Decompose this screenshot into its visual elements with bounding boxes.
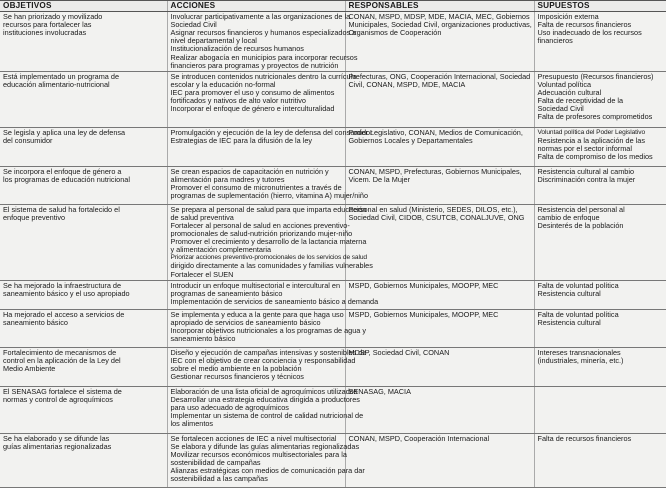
- header-responsables: RESPONSABLES: [345, 1, 534, 12]
- objetivo-line: Se ha elaborado y se difunde las: [3, 433, 110, 443]
- acciones-line: Promulgación y ejecución de la ley de defensa del consumidor: [170, 127, 373, 137]
- supuestos-line: Resistencia del personal al: [537, 204, 625, 214]
- supuestos-line: Voluntad política del Poder Legislativo: [537, 128, 646, 136]
- responsables-cell: [345, 386, 534, 433]
- responsables-line: Poder Legislativo, CONAN, Medios de Comunicación,: [348, 127, 523, 137]
- acciones-line: escolar y la educación no-formal: [170, 79, 276, 89]
- acciones-line: para uso adecuado de agroquímicos: [170, 402, 289, 412]
- objetivo-cell: [0, 280, 167, 309]
- acciones-line: programas de suplementación (hierro, vitamina A) mujer/niño: [170, 191, 369, 201]
- objetivo-line: Se ha mejorado la infraestructura de: [3, 280, 122, 290]
- objetivo-line: Está implementado un programa de: [3, 71, 120, 81]
- acciones-line: promocionales de salud-nutrición priorizando mujer-niño: [170, 229, 353, 239]
- acciones-line: sobre el medio ambiente en la población: [170, 363, 302, 373]
- responsables-cell: [345, 166, 534, 204]
- objetivo-line: Fortalecimiento de mecanismos de: [3, 347, 117, 357]
- responsables-cell: [345, 71, 534, 127]
- supuestos-line: Imposición externa: [537, 12, 599, 22]
- objetivo-line: Se legisla y aplica una ley de defensa: [3, 127, 126, 137]
- responsables-line: Civil, CONAN, MSPD, MDE, MACIA: [348, 79, 466, 89]
- acciones-line: Se implementa y educa a la gente para que haga uso: [170, 309, 344, 319]
- objetivo-line: del consumidor: [3, 135, 53, 145]
- acciones-line: Se fortalecen acciones de IEC a nivel multisectorial: [170, 433, 337, 443]
- responsables-line: Personal en salud (Ministerio, SEDES, DILOS, etc.),: [348, 204, 518, 214]
- responsables-line: Vicem. De la Mujer: [348, 174, 411, 184]
- acciones-line: Se prepara al personal de salud para que imparta educación: [170, 204, 367, 214]
- supuestos-line: Resistencia cultural al cambio: [537, 166, 635, 176]
- objetivo-line: normas y control de agroquímicos: [3, 394, 113, 404]
- supuestos-line: Falta de compromiso de los medios: [537, 152, 653, 162]
- supuestos-line: Intereses transnacionales: [537, 347, 621, 357]
- supuestos-line: Discriminación contra la mujer: [537, 174, 636, 184]
- objetivo-line: los programas de educación nutricional: [3, 174, 130, 184]
- supuestos-cell: [534, 386, 666, 433]
- responsables-cell: [345, 433, 534, 487]
- responsables-line: Gobiernos Locales y Departamentales: [348, 135, 473, 145]
- acciones-line: Realizar abogacía en municipios para incorporar recursos: [170, 52, 358, 62]
- acciones-line: Institucionalización de recursos humanos: [170, 44, 304, 54]
- objetivo-cell: [0, 127, 167, 166]
- acciones-line: Estrategias de IEC para la difusión de la ley: [170, 135, 313, 145]
- objetivo-line: saneamiento básico: [3, 317, 68, 327]
- objetivo-line: Se han priorizado y movilizado: [3, 12, 103, 22]
- acciones-line: Gestionar recursos financieros y técnicos: [170, 372, 304, 382]
- objetivo-line: educación alimentario-nutricional: [3, 79, 110, 89]
- acciones-line: Involucrar participativamente a las organizaciones de la: [170, 12, 351, 22]
- responsables-cell: [345, 12, 534, 72]
- table-row: [0, 309, 666, 347]
- objetivo-line: recursos para fortalecer las: [3, 20, 92, 30]
- acciones-cell: [167, 280, 379, 309]
- acciones-line: Promover el consumo de micronutrientes a través de: [170, 182, 342, 192]
- supuestos-cell: [534, 347, 666, 386]
- supuestos-line: Uso inadecuado de los recursos: [537, 28, 642, 38]
- supuestos-line: Presupuesto (Recursos financieros): [537, 71, 654, 81]
- acciones-line: Se crean espacios de capacitación en nutrición y: [170, 166, 329, 176]
- table-row: [0, 386, 666, 433]
- objetivo-line: El SENASAG fortalece el sistema de: [3, 386, 122, 396]
- responsables-line: CONAN, MSPD, Cooperación Internacional: [348, 433, 490, 443]
- table-row: [0, 166, 666, 204]
- objetivo-line: control en la aplicación de la Ley del: [3, 355, 121, 365]
- supuestos-cell: [534, 166, 666, 204]
- acciones-line: y alimentación complementaria: [170, 245, 272, 255]
- acciones-line: Se introducen contenidos nutricionales dentro la currícula: [170, 71, 357, 81]
- acciones-line: Sociedad Civil: [170, 20, 217, 30]
- table-row: [0, 204, 666, 280]
- acciones-line: Priorizar acciones preventivo-promocionales de los servicios de salud: [170, 254, 368, 262]
- supuestos-line: (industriales, minería, etc.): [537, 355, 624, 365]
- supuestos-line: Voluntad política: [537, 79, 592, 89]
- responsables-line: MSPD, Gobiernos Municipales, MOOPP, MEC: [348, 309, 499, 319]
- table-row: [0, 280, 666, 309]
- acciones-line: IEC para promover el uso y consumo de alimentos: [170, 87, 335, 97]
- responsables-cell: [345, 347, 534, 386]
- objetivo-line: El sistema de salud ha fortalecido el: [3, 204, 120, 214]
- acciones-line: Implementación de servicios de saneamiento básico a demanda: [170, 296, 379, 306]
- acciones-line: sostenibilidad de campañas: [170, 458, 261, 468]
- supuestos-line: Falta de profesores comprometidos: [537, 112, 653, 122]
- table-row: [0, 71, 666, 127]
- objetivo-line: instituciones involucradas: [3, 28, 87, 38]
- supuestos-line: Resistencia a la aplicación de las: [537, 135, 645, 145]
- acciones-cell: [167, 127, 373, 166]
- responsables-line: MDSP, Sociedad Civil, CONAN: [348, 347, 450, 357]
- table-row: [0, 127, 666, 166]
- acciones-line: Elaboración de una lista oficial de agroquímicos utilizados: [170, 386, 358, 396]
- acciones-line: Asignar recursos financieros y humanos especializados a: [170, 28, 357, 38]
- table-row: [0, 12, 666, 72]
- acciones-line: Implementar un sistema de control de calidad nutricional de: [170, 411, 364, 421]
- objetivo-cell: [0, 309, 167, 347]
- header-acciones: ACCIONES: [167, 1, 345, 12]
- objetivo-cell: [0, 433, 167, 487]
- objetivo-line: enfoque preventivo: [3, 212, 66, 222]
- supuestos-line: cambio de enfoque: [537, 212, 600, 222]
- objetivo-line: saneamiento básico y el uso apropiado: [3, 288, 130, 298]
- acciones-line: IEC con el objetivo de crear conciencia y responsabilidad: [170, 355, 356, 365]
- acciones-line: apropiado de servicios de saneamiento básico: [170, 317, 321, 327]
- acciones-line: dirigido directamente a las comunidades y familias vulnerables: [170, 261, 373, 271]
- objetivo-cell: [0, 386, 167, 433]
- acciones-line: Promover el crecimiento y desarrollo de la lactancia materna: [170, 237, 367, 247]
- acciones-line: alimentación para madres y tutores: [170, 174, 285, 184]
- objetivo-cell: [0, 12, 167, 72]
- acciones-cell: [167, 204, 373, 280]
- responsables-cell: [345, 127, 534, 166]
- responsables-line: CONAN, MSPD, MDSP, MDE, MACIA, MEC, Gobiernos: [348, 12, 530, 22]
- supuestos-line: Resistencia cultural: [537, 317, 601, 327]
- acciones-line: Incorporar objetivos nutricionales a los programas de agua y: [170, 325, 367, 335]
- acciones-cell: [167, 309, 367, 347]
- supuestos-line: financieros: [537, 36, 573, 46]
- acciones-line: Alianzas estratégicas con medios de comunicación para dar: [170, 466, 365, 476]
- acciones-cell: [167, 433, 365, 487]
- matrix-body: [0, 12, 666, 488]
- objetivo-line: Se incorpora el enfoque de género a: [3, 166, 122, 176]
- acciones-line: los alimentos: [170, 419, 214, 429]
- responsables-cell: [345, 204, 534, 280]
- supuestos-line: Falta de recursos financieros: [537, 433, 632, 443]
- responsables-line: CONAN, MSPD, Prefecturas, Gobiernos Municipales,: [348, 166, 522, 176]
- acciones-line: Fortalecer el SUEN: [170, 269, 234, 279]
- acciones-line: Desarrollar una estrategia educativa dirigida a productores: [170, 394, 360, 404]
- objetivo-line: Medio Ambiente: [3, 363, 56, 373]
- supuestos-line: Falta de voluntad política: [537, 309, 619, 319]
- acciones-line: Fortalecer al personal de salud en acciones preventivo-: [170, 220, 350, 230]
- objetivo-cell: [0, 204, 167, 280]
- supuestos-line: Sociedad Civil: [537, 104, 584, 114]
- supuestos-cell: [534, 433, 666, 487]
- responsables-line: SENASAG, MACIA: [348, 386, 411, 396]
- table-row: [0, 433, 666, 487]
- acciones-cell: [167, 166, 369, 204]
- supuestos-cell: [534, 204, 666, 280]
- objetivo-cell: [0, 166, 167, 204]
- supuestos-cell: [534, 280, 666, 309]
- supuestos-line: Falta de voluntad política: [537, 280, 619, 290]
- header-supuestos: SUPUESTOS: [534, 1, 666, 12]
- supuestos-line: Falta de recursos financieros: [537, 20, 632, 30]
- acciones-line: Se elabora y difunde las guías alimentarias regionalizadas: [170, 441, 360, 451]
- supuestos-line: normas por el sector informal: [537, 143, 632, 153]
- responsables-line: Municipales, Sociedad Civil, organizaciones productivas,: [348, 20, 532, 30]
- supuestos-line: Resistencia cultural: [537, 288, 601, 298]
- responsables-line: Organismos de Cooperación: [348, 28, 442, 38]
- header-row: [0, 1, 666, 12]
- supuestos-line: Falta de receptividad de la: [537, 96, 624, 106]
- acciones-cell: [167, 386, 364, 433]
- acciones-line: saneamiento básico: [170, 334, 236, 344]
- supuestos-line: Adecuación cultural: [537, 87, 602, 97]
- acciones-line: nivel departamental y local: [170, 36, 257, 46]
- acciones-line: Incorporar el enfoque de género e interculturalidad: [170, 104, 335, 114]
- acciones-line: Diseño y ejecución de campañas intensivas y sostenibles de: [170, 347, 367, 357]
- objetivo-line: Ha mejorado el acceso a servicios de: [3, 309, 125, 319]
- acciones-cell: [167, 71, 357, 127]
- responsables-line: MSPD, Gobiernos Municipales, MOOPP, MEC: [348, 280, 499, 290]
- supuestos-cell: [534, 309, 666, 347]
- responsables-line: Prefecturas, ONG, Cooperación Internacional, Sociedad: [348, 71, 531, 81]
- supuestos-line: Desinterés de la población: [537, 220, 624, 230]
- objetivo-cell: [0, 71, 167, 127]
- acciones-cell: [167, 12, 358, 72]
- acciones-line: programas de saneamiento básico: [170, 288, 283, 298]
- acciones-cell: [167, 347, 367, 386]
- acciones-line: Movilizar recursos económicos multisectoriales para la: [170, 449, 347, 459]
- acciones-line: fortificados y nativos de alto valor nutritivo: [170, 96, 306, 106]
- header-objetivos: OBJETIVOS: [0, 1, 167, 12]
- acciones-line: sostenibilidad a las campañas: [170, 474, 268, 484]
- objetivo-line: guías alimentarias regionalizadas: [3, 441, 112, 451]
- table-row: [0, 347, 666, 386]
- objetivo-cell: [0, 347, 167, 386]
- responsables-cell: [345, 309, 534, 347]
- acciones-line: Introducir un enfoque multisectorial e intercultural en: [170, 280, 341, 290]
- acciones-line: de salud preventiva: [170, 212, 234, 222]
- supuestos-cell: [534, 127, 666, 166]
- supuestos-cell: [534, 71, 666, 127]
- responsables-line: Sociedad Civil, CIDOB, CSUTCB, CONALJUVE, ONG: [348, 212, 525, 222]
- acciones-line: financieros para programas y proyectos de nutrición: [170, 60, 339, 70]
- supuestos-cell: [534, 12, 666, 72]
